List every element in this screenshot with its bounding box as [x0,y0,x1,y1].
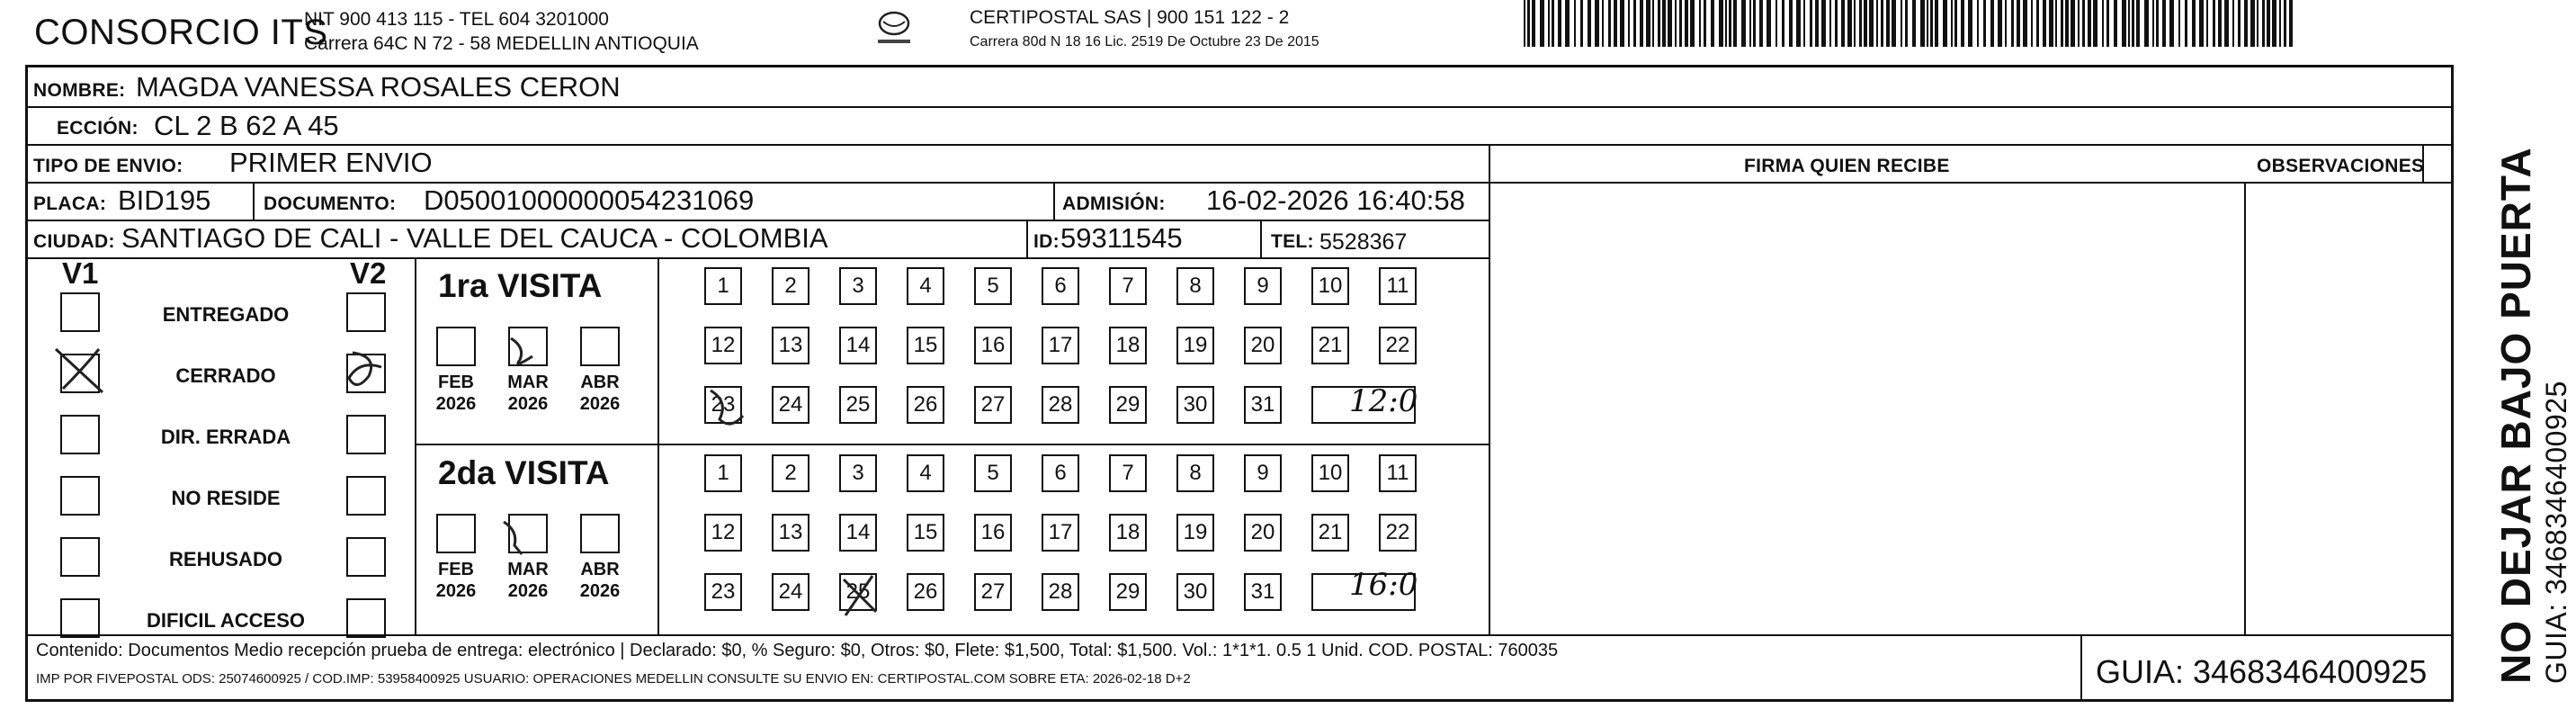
barcode-bar [2031,0,2033,47]
day-checkbox[interactable]: 23 [704,386,742,424]
day-checkbox[interactable]: 22 [1379,327,1417,364]
barcode-bar [2284,0,2286,47]
barcode-bar [1892,0,1896,47]
month-checkbox[interactable] [436,514,476,553]
observaciones-label: OBSERVACIONES [2257,156,2425,176]
day-checkbox[interactable]: 5 [974,267,1012,305]
address-line: Carrera 64C N 72 - 58 MEDELLIN ANTIOQUIA [304,33,699,54]
day-checkbox[interactable]: 25 [839,386,877,424]
barcode-bar [1998,0,2002,47]
day-checkbox[interactable]: 27 [974,573,1012,611]
day-checkbox[interactable]: 18 [1109,514,1147,552]
barcode-bar [1679,0,1682,47]
v1-checkbox[interactable] [60,354,100,393]
barcode-bar [1628,0,1630,47]
month-label: MAR 2026 [507,372,549,414]
barcode-bar [1699,0,1701,47]
day-checkbox[interactable]: 1 [704,267,742,305]
day-checkbox[interactable]: 30 [1176,386,1214,424]
barcode-bar [1646,0,1650,47]
barcode-bar [2244,0,2248,47]
barcode-bar [2043,0,2046,47]
barcode-bar [2055,0,2057,47]
day-checkbox[interactable]: 25 [839,573,877,611]
day-checkbox[interactable]: 28 [1042,386,1079,424]
day-checkbox[interactable]: 12 [704,327,742,364]
barcode-bar [1767,0,1771,47]
barcode-bar [2178,0,2180,47]
barcode-bar [2132,0,2134,47]
day-checkbox[interactable]: 16 [974,514,1012,552]
barcode-bar [2152,0,2154,47]
barcode-bar [2206,0,2208,47]
barcode-bar [1588,0,1591,47]
tel-value: 5528367 [1319,229,1408,255]
v1-checkbox[interactable] [60,476,100,516]
day-checkbox[interactable]: 9 [1244,267,1282,305]
documento-label: DOCUMENTO: [264,193,397,214]
barcode-bar [1602,0,1604,47]
day-checkbox[interactable]: 13 [772,327,809,364]
status-label: ENTREGADO [162,303,290,326]
barcode-bar [1864,0,1867,47]
day-checkbox[interactable]: 8 [1176,454,1214,492]
day-checkbox[interactable]: 15 [907,514,944,552]
day-checkbox[interactable]: 24 [772,573,809,611]
certipostal-logo-icon [871,5,917,52]
barcode-bar [1620,0,1624,47]
day-checkbox[interactable]: 17 [1042,327,1079,364]
day-checkbox[interactable]: 7 [1109,267,1147,305]
v2-checkbox[interactable] [346,476,386,516]
barcode-bar [2065,0,2069,47]
barcode-bar [1558,0,1561,47]
month-label: FEB 2026 [435,560,477,601]
barcode-bar [2078,0,2080,47]
barcode-bar [1821,0,1826,47]
day-checkbox[interactable]: 15 [907,327,944,364]
barcode-bar [1951,0,1953,47]
barcode-bar [2023,0,2027,47]
brand-name: CONSORCIO ITS [34,13,328,52]
v1-header: V1 [62,256,99,290]
day-checkbox[interactable]: 28 [1042,573,1079,611]
direccion-label: ECCIÓN: [57,118,139,139]
barcode-bar [1782,0,1784,47]
barcode-bar [1675,0,1677,47]
barcode-bar [1990,0,1994,47]
nit-line: NIT 900 413 115 - TEL 604 3201000 [304,9,609,30]
barcode-bar [1983,0,1986,47]
barcode-bar [1803,0,1805,47]
barcode-bar [1847,0,1852,47]
barcode-bar [2017,0,2020,47]
barcode-bar [1935,0,1938,47]
barcode-bar [2267,0,2270,47]
second-visit-time: 16:0 [1349,567,1418,603]
barcode-bar [1876,0,1878,47]
day-checkbox[interactable]: 29 [1109,386,1147,424]
first-visit-time: 12:0 [1349,383,1418,419]
tipo-envio-label: TIPO DE ENVIO: [33,156,183,176]
day-checkbox[interactable]: 10 [1311,454,1349,492]
v2-checkbox[interactable] [346,537,386,577]
v2-checkbox[interactable] [346,292,386,332]
barcode [1524,0,2297,47]
barcode-bar [1711,0,1714,47]
barcode-bar [1881,0,1883,47]
barcode-bar [1796,0,1801,47]
barcode-bar [2122,0,2126,47]
side-text [2491,147,2573,684]
barcode-bar [2199,0,2204,47]
barcode-bar [1524,0,1525,47]
day-checkbox[interactable]: 2 [772,454,809,492]
barcode-bar [1633,0,1636,47]
day-checkbox[interactable]: 3 [839,454,877,492]
carrier-address: Carrera 80d N 18 16 Lic. 2519 De Octubre 23 De 2015 [970,34,1319,49]
barcode-bar [1532,0,1535,47]
barcode-bar [1690,0,1695,47]
barcode-bar [1725,0,1727,47]
barcode-bar [2049,0,2053,47]
day-checkbox[interactable]: 3 [839,267,877,305]
status-label: REHUSADO [169,548,282,570]
barcode-bar [1733,0,1737,47]
day-checkbox[interactable]: 26 [907,573,944,611]
day-checkbox[interactable]: 10 [1311,267,1349,305]
barcode-bar [1741,0,1746,47]
day-checkbox[interactable]: 18 [1109,327,1147,364]
barcode-bar [1753,0,1756,47]
v2-checkbox[interactable] [346,354,386,393]
day-checkbox[interactable]: 31 [1244,573,1282,611]
day-checkbox[interactable]: 6 [1042,267,1079,305]
month-checkbox[interactable] [580,327,620,366]
barcode-bar [1905,0,1908,47]
barcode-bar [1775,0,1777,47]
barcode-bar [2011,0,2014,47]
id-value: 59311545 [1060,222,1183,254]
barcode-bar [2162,0,2166,47]
barcode-bar [2088,0,2091,47]
day-checkbox[interactable]: 2 [772,267,809,305]
barcode-bar [1704,0,1706,47]
day-checkbox[interactable]: 20 [1244,327,1282,364]
barcode-bar [1608,0,1611,47]
barcode-bar [1749,0,1751,47]
barcode-bar [1662,0,1666,47]
placa-label: PLACA: [33,193,107,214]
barcode-bar [1548,0,1550,47]
barcode-bar [2279,0,2281,47]
barcode-bar [1810,0,1812,47]
barcode-bar [2257,0,2258,47]
v1-checkbox[interactable] [60,598,100,638]
tel-label: TEL: [1271,231,1314,252]
day-checkbox[interactable]: 9 [1244,454,1282,492]
barcode-bar [2061,0,2063,47]
barcode-bar [1574,0,1576,47]
month-label: ABR 2026 [579,372,621,414]
day-checkbox[interactable]: 11 [1379,267,1417,305]
barcode-bar [1815,0,1819,47]
barcode-bar [1977,0,1979,47]
barcode-bar [1527,0,1530,47]
barcode-bar [2093,0,2097,47]
day-checkbox[interactable]: 17 [1042,514,1079,552]
barcode-bar [1789,0,1793,47]
barcode-bar [2114,0,2117,47]
barcode-bar [2185,0,2187,47]
barcode-bar [1961,0,1964,47]
second-visit-title: 2da VISITA [438,454,610,491]
first-visit-title: 1ra VISITA [438,267,603,304]
month-label: FEB 2026 [435,372,477,414]
barcode-bar [1552,0,1554,47]
barcode-bar [2106,0,2109,47]
barcode-bar [2224,0,2229,47]
barcode-bar [1540,0,1544,47]
status-label: CERRADO [175,364,276,387]
v1-checkbox[interactable] [60,292,100,332]
v2-checkbox[interactable] [346,415,386,454]
barcode-bar [1719,0,1723,47]
barcode-bar [1954,0,1957,47]
barcode-bar [1912,0,1916,47]
status-label: NO RESIDE [171,487,281,509]
barcode-bar [2218,0,2222,47]
day-checkbox[interactable]: 31 [1244,386,1282,424]
day-checkbox[interactable]: 19 [1176,327,1214,364]
month-label: MAR 2026 [507,560,549,601]
barcode-bar [2128,0,2130,47]
barcode-bar [1729,0,1731,47]
side-guia: GUIA: 3468346400925 [2540,381,2572,684]
barcode-bar [1759,0,1763,47]
day-checkbox[interactable]: 23 [704,573,742,611]
barcode-bar [1930,0,1933,47]
barcode-bar [1869,0,1874,47]
barcode-bar [1614,0,1617,47]
barcode-bar [2071,0,2075,47]
placa: BID195 [118,184,211,216]
day-checkbox[interactable]: 20 [1244,514,1282,552]
month-checkbox[interactable] [436,327,476,366]
barcode-bar [2272,0,2276,47]
day-checkbox[interactable]: 19 [1176,514,1214,552]
footer-imp: IMP POR FIVEPOSTAL ODS: 25074600925 / COD.IMP: 53958400925 USUARIO: OPERACIONES MEDELLIN CONSULTE SU ENVIO EN: CERTIPOSTAL.COM SOBRE ETA: 2026-02-18 D+2 [36,671,1191,687]
barcode-bar [1927,0,1928,47]
day-checkbox[interactable]: 24 [772,386,809,424]
nombre-label: NOMBRE: [33,80,126,101]
guia-number: GUIA: 3468346400925 [2096,653,2428,690]
day-checkbox[interactable]: 8 [1176,267,1214,305]
day-checkbox[interactable]: 21 [1311,514,1349,552]
ciudad: SANTIAGO DE CALI - VALLE DEL CAUCA - COLOMBIA [121,222,828,254]
status-label: DIR. ERRADA [160,426,291,448]
footer-content: Contenido: Documentos Medio recepción prueba de entrega: electrónico | Declarado: $0, % Seguro: $0, Otros: $0, Flete: $1,500, Total: $1,500. Vol.: 1*1*1. 0.5 1 Unid. COD. POSTAL: 760035 [36,641,1559,660]
carrier-name: CERTIPOSTAL SAS | 900 151 122 - 2 [970,7,1290,28]
day-checkbox[interactable]: 6 [1042,454,1079,492]
day-checkbox[interactable]: 26 [907,386,944,424]
barcode-bar [1565,0,1570,47]
v2-header: V2 [350,256,387,290]
barcode-bar [1901,0,1902,47]
carrier-info [970,5,1319,54]
v2-checkbox[interactable] [346,598,386,638]
barcode-bar [2213,0,2215,47]
barcode-bar [1668,0,1672,47]
barcode-bar [1640,0,1643,47]
barcode-bar [2144,0,2149,47]
day-checkbox[interactable]: 30 [1176,573,1214,611]
day-checkbox[interactable]: 27 [974,386,1012,424]
barcode-bar [1580,0,1583,47]
warning-text: NO DEJAR BAJO PUERTA [2492,147,2539,684]
barcode-bar [2036,0,2039,47]
barcode-bar [2232,0,2234,47]
company-info [304,7,699,56]
recipient-address: CL 2 B 62 A 45 [154,110,339,141]
day-checkbox[interactable]: 14 [839,327,877,364]
barcode-bar [1829,0,1831,47]
month-label: ABR 2026 [579,560,621,601]
barcode-bar [1859,0,1862,47]
day-checkbox[interactable]: 29 [1109,573,1147,611]
firma-label: FIRMA QUIEN RECIBE [1744,156,1950,176]
barcode-bar [2250,0,2255,47]
day-checkbox[interactable]: 4 [907,454,944,492]
v1-checkbox[interactable] [60,415,100,454]
barcode-bar [2289,0,2293,47]
barcode-bar [1835,0,1838,47]
day-checkbox[interactable]: 14 [839,514,877,552]
barcode-bar [1943,0,1947,47]
barcode-bar [2238,0,2241,47]
barcode-bar [2005,0,2007,47]
barcode-bar [1658,0,1660,47]
day-checkbox[interactable]: 16 [974,327,1012,364]
barcode-bar [2082,0,2085,47]
ciudad-label: CIUDAD: [33,231,115,252]
status-label: DIFICIL ACCESO [146,609,305,632]
id-label: ID: [1033,231,1060,252]
admision-label: ADMISIÓN: [1062,193,1166,214]
barcode-bar [1595,0,1599,47]
day-checkbox[interactable]: 22 [1379,514,1417,552]
barcode-bar [1652,0,1654,47]
day-checkbox[interactable]: 4 [907,267,944,305]
tipo-envio: PRIMER ENVIO [229,147,433,178]
barcode-bar [1968,0,1972,47]
day-checkbox[interactable]: 13 [772,514,809,552]
barcode-bar [1886,0,1890,47]
barcode-bar [2262,0,2265,47]
barcode-bar [2156,0,2159,47]
barcode-bar [1685,0,1688,47]
admision: 16-02-2026 16:40:58 [1206,184,1465,216]
day-checkbox[interactable]: 7 [1109,454,1147,492]
barcode-bar [1841,0,1845,47]
barcode-bar [2192,0,2196,47]
delivery-form [25,65,2454,702]
day-checkbox[interactable]: 21 [1311,327,1349,364]
barcode-bar [2102,0,2104,47]
day-checkbox[interactable]: 5 [974,454,1012,492]
day-checkbox[interactable]: 11 [1379,454,1417,492]
barcode-bar [1854,0,1856,47]
month-checkbox[interactable] [508,514,548,553]
recipient-name: MAGDA VANESSA ROSALES CERON [136,71,621,103]
day-checkbox[interactable]: 12 [704,514,742,552]
day-checkbox[interactable]: 1 [704,454,742,492]
month-checkbox[interactable] [508,327,548,366]
documento: D05001000000054231069 [424,184,755,216]
barcode-bar [2169,0,2174,47]
barcode-bar [2136,0,2140,47]
v1-checkbox[interactable] [60,537,100,577]
month-checkbox[interactable] [580,514,620,553]
barcode-bar [1920,0,1925,47]
